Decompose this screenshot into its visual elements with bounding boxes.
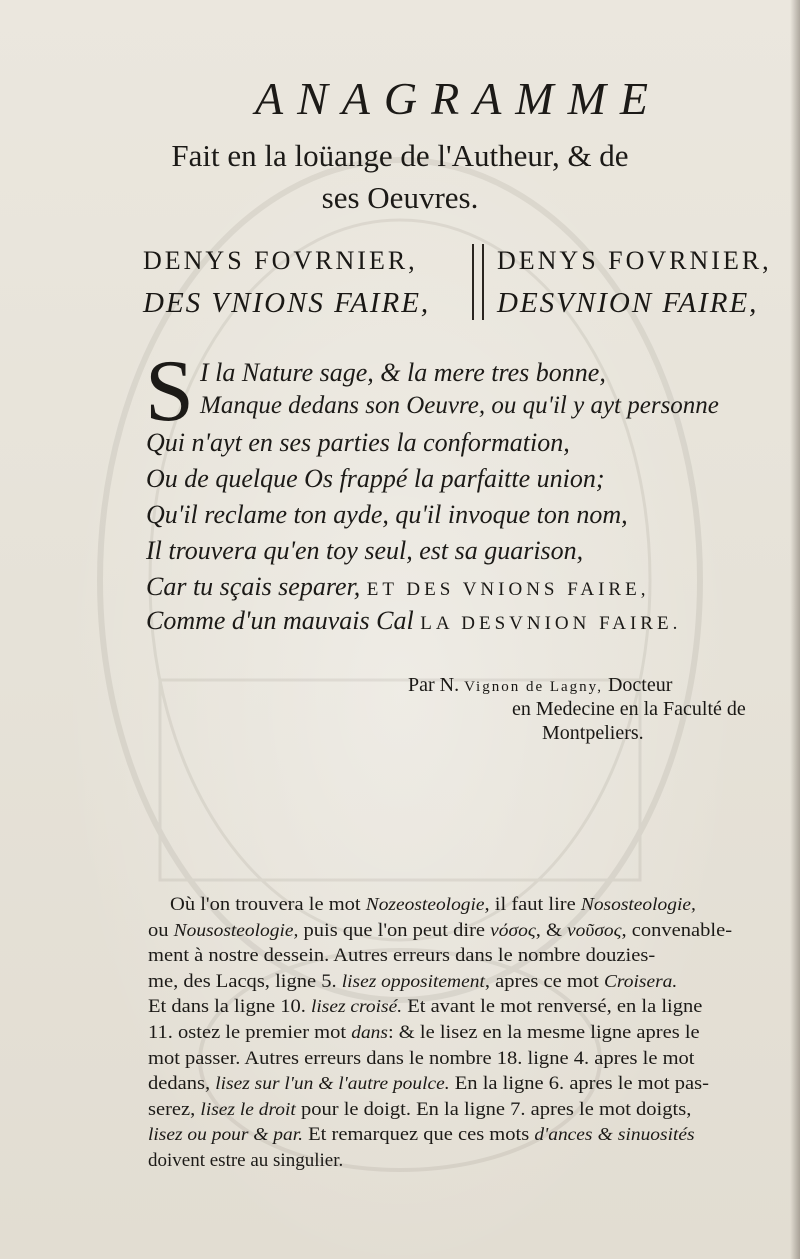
errata-text: : & le lisez en la mesme ligne apres le	[387, 1022, 700, 1043]
errata-line	[148, 1048, 694, 1070]
errata-text: , convenable-	[621, 919, 733, 941]
poem-line-4: Ou de quelque Os frappé la parfaitte union;	[146, 464, 605, 493]
errata-italic: lisez le droit	[200, 1098, 296, 1119]
page-title: ANAGRAMME	[255, 73, 663, 124]
errata-line	[148, 996, 702, 1018]
poem-line-6: Il trouvera qu'en toy seul, est sa guarison,	[146, 536, 584, 565]
page-edge-shadow	[790, 0, 800, 1259]
errata-italic: sinuosités	[617, 1124, 695, 1145]
errata-text: ment à nostre dessein. Autres erreurs dans le nombre douzies-	[148, 945, 656, 967]
errata-text: 11. ostez le premier mot	[148, 1022, 352, 1043]
anagram-right-name: DENYS FOVRNIER,	[497, 246, 772, 275]
errata-text: Et remarquez que ces mots	[303, 1124, 535, 1146]
poem-line-8	[146, 606, 681, 636]
errata-italic: Nousosteologie,	[173, 919, 299, 940]
errata-text: En la ligne 6. apres le mot pas-	[449, 1073, 709, 1095]
errata-italic: lisez croisé.	[310, 996, 403, 1017]
errata-italic: dans	[351, 1022, 388, 1042]
errata-text: Où l'on trouvera le mot	[170, 894, 366, 915]
subtitle-line-1: Fait en la loüange de l'Autheur, & de	[171, 138, 629, 173]
anagram-left-name: DENYS FOVRNIER,	[143, 246, 418, 275]
errata-text: doivent estre au singulier.	[148, 1150, 344, 1171]
attribution-title: Docteur	[607, 674, 673, 696]
errata-text: me, des Lacqs, ligne 5.	[148, 970, 342, 992]
poem-line-3: Qui n'ayt en ses parties la conformation,	[146, 428, 570, 457]
anagram-left-phrase: DES VNIONS FAIRE,	[143, 287, 431, 319]
poem-line-7-caps: ET DES VNIONS FAIRE,	[366, 579, 650, 600]
errata-text: , &	[535, 919, 568, 941]
errata-line	[148, 1124, 695, 1146]
anagram-right-phrase: DESVNION FAIRE,	[497, 287, 759, 319]
errata-italic: νοῦσος	[567, 919, 622, 940]
errata-italic: Nososteologie,	[580, 894, 696, 914]
errata-line	[148, 1073, 709, 1095]
errata-line	[148, 1022, 700, 1044]
attribution-line-1	[408, 674, 672, 697]
errata-line	[148, 945, 655, 967]
errata-text: , il faut lire	[484, 894, 581, 915]
attribution-author: Vignon de Lagny,	[464, 679, 603, 695]
subtitle-line-2: ses Oeuvres.	[321, 180, 479, 215]
errata-text: Et dans la ligne 10.	[148, 996, 311, 1018]
errata-line	[148, 1099, 691, 1121]
errata-text: puis que l'on peut dire	[298, 919, 491, 941]
errata-text: Et avant le mot renversé, en la ligne	[402, 996, 703, 1018]
errata-text: mot passer. Autres erreurs dans le nombre 18. ligne 4. apres le mot	[148, 1047, 695, 1069]
anagram-divider	[470, 244, 486, 320]
poem-line-7	[146, 572, 649, 602]
errata-italic: &	[597, 1124, 613, 1145]
errata-italic: lisez ou pour & par.	[148, 1124, 304, 1145]
errata-line	[170, 894, 696, 916]
errata-italic: Croisera.	[603, 970, 678, 991]
poem-line-1: I la Nature sage, & la mere tres bonne,	[200, 358, 606, 387]
poem-drop-cap: S	[145, 343, 194, 440]
errata-italic: Nozeosteologie	[365, 894, 485, 914]
errata-text: serez,	[148, 1098, 201, 1120]
errata-text: , apres ce mot	[484, 970, 604, 992]
errata-line	[148, 971, 677, 993]
poem-line-5: Qu'il reclame ton ayde, qu'il invoque ton nom,	[146, 500, 628, 529]
poem-line-8-italic: Comme d'un mauvais Cal	[146, 606, 414, 635]
poem-line-2: Manque dedans son Oeuvre, ou qu'il y ayt personne	[200, 392, 719, 419]
errata-italic: lisez oppositement	[341, 970, 485, 991]
attribution-line-2: en Medecine en la Faculté de	[512, 698, 746, 720]
attribution-line-3: Montpeliers.	[542, 722, 644, 744]
poem-line-7-italic: Car tu sçais separer,	[146, 572, 361, 601]
errata-text: ou	[148, 919, 174, 941]
errata-italic: lisez sur l'un & l'autre poulce.	[215, 1073, 450, 1094]
errata-text: pour le doigt. En la ligne 7. apres le mot doigts,	[295, 1098, 692, 1120]
errata-line	[148, 920, 732, 942]
errata-italic: νόσος	[490, 919, 536, 940]
attribution-prefix: Par N.	[408, 674, 460, 696]
poem-line-8-caps: LA DESVNION FAIRE.	[420, 613, 682, 634]
errata-text: dedans,	[148, 1073, 216, 1095]
errata-line	[148, 1150, 343, 1172]
errata-italic: d'ances	[534, 1124, 593, 1145]
